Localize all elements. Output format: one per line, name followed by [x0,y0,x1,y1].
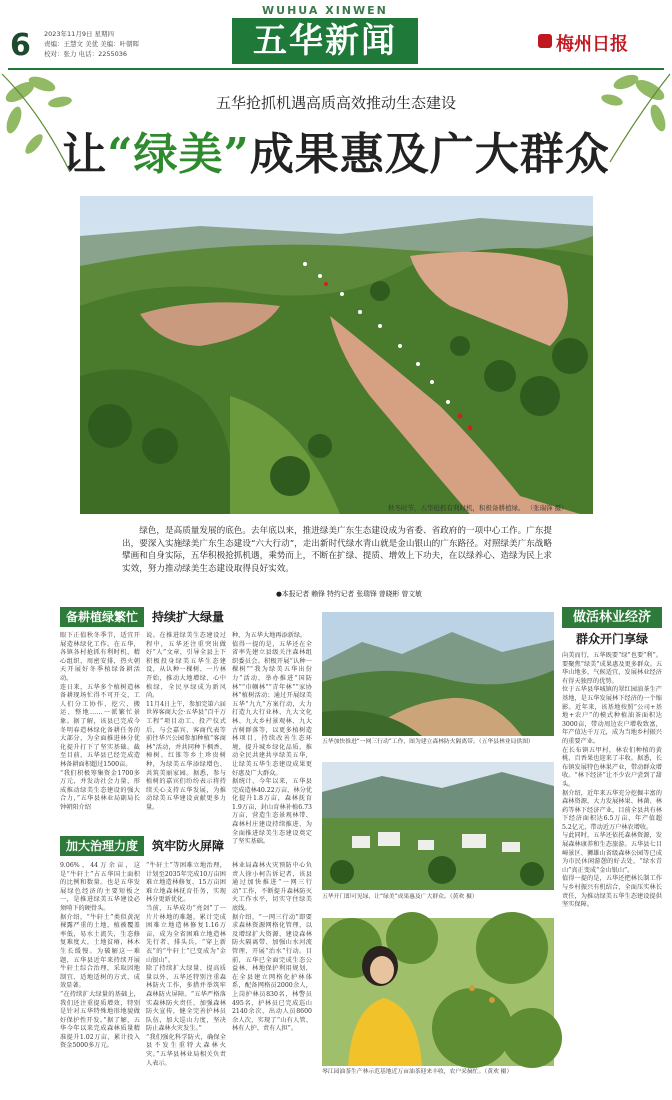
section1-header [60,607,310,627]
section2-title: 筑牢防火屏障 [152,839,225,853]
section2-col1: 9.06%、44万余亩，这是“牛轩土”占五华国土面积的比例和数量。也是五华发展绿色经济的主要短板之一，是推进绿美五华建设必须啃下的硬骨头。 据介绍，“牛轩土”类似黄泥裸露严重的土地，植被覆盖率低，易水土流失，生态修复难度大，土地贫瘠，林木生长缓慢。为破解这一难题，五华县近年来持续开展牛轩土综合治理，采取因地制宜、适地适树的方式，成效显著。 “在持续扩大绿量的基础上，我们还注重提质增效，特别是针对五华特殊地形地貌做好保护性开发。”据了解，五华今年以来完成森林质量精准提升1.02万亩，累计投入资金5000多万元。 [60,862,140,1050]
section3-title: 群众开门享绿 [575,632,648,646]
headline [0,118,672,182]
section1-col2: 说。在推进绿美生态建设过程中，五华还注重突出做好“人”文章，引导全县上下积极投身绿美五华生态建设，从认种一棵树、一片林开始，推动大地增绿、心中植绿，全民享绿成为新风尚。 11月4日上午，参加完第六届世界客商大会·五华县“百千万工程”项目动工、投产仪式后，与会嘉宾、客商代表等前往华兴公园参加种植“客商林”活动，并共同种下枫香、樟树、红锥等乡土珍贵树种，为绿美五华添绿增色、共筑美丽家园。据悉，参与植树的嘉宾们纷纷表示将持续关心支持五华发展，为推动绿美五华建设贡献更多力量。 [146,632,226,811]
newspaper-name: 梅州日报 [556,34,628,55]
section-title-box [232,18,418,64]
section2-col3: 林业局森林火灾预防中心负责人徐小柯告诉记者，该县通过加快推进“一网三行动”工作，不断提升森林防灭火工作水平，切实守住绿美底线。 据介绍，“一网三行动”即要求森林资源网格化管理，以及增绿扩大资源、建设森林防火隔离带、加强山水河流管理、开展“治水”行动。目前，五华已全面完成生态公益林、林地保护利用规划，在全县建立网格化护林体系，配备网格员2000余人，上岗护林员830名，林警员495名，护林员已完成巡山2140余次，出动人员8600余人次，实现了“山有人管、林有人护、责有人担”。 [232,862,312,1033]
section1-col1: 眼下正值秋冬季节，适宜开展造林绿化工作。在五华，各镇各村抢抓有利时机，精心组织，周密安排，热火朝天开展好冬季植绿备耕活动。 连日来，五华多个植树造林备耕现场忙得不可开交，工人们分工协作，挖穴、搬运、整地……一派繁忙景象。据了解，该县已完成今冬明春造林绿化备耕任务的大部分，为全面推进林分优化提升打下了坚实基础。截至目前，五华县已经完成造林备耕面积超过1500亩。 “我们积极筹集资金1700多万元，并发动社会力量，形成推动绿美生态建设的强大合力，”五华县林业局副局长钟朝阳介绍 [60,632,140,811]
photo-village-green [322,762,554,890]
watermark: 梅州日报 [548,1068,609,1086]
main-photo-hillside-planting [80,196,593,514]
section-title: 五华新闻 [253,21,397,61]
section1-tag: 备耕植绿繁忙 [60,607,144,627]
section2-header [60,836,310,856]
byline: ●本报记者 赖锋 特约记者 张瑞锋 曾晓彬 曾文敏 [276,590,422,598]
main-photo-caption: 秋冬时节，五华抢抓有利时机，积极备耕植绿。 （张瑞锋 摄） [388,504,568,512]
photo1-caption: 五华加快推进“一网三行动”工作，图为建立森林防火隔离带。（五华县林业局供图） [322,739,534,745]
headline-highlight: “绿美” [107,129,250,180]
proof-line: 校对：张力 电话：2255036 [44,50,128,58]
section2-col2: “牛轩土”等困难立地治理，计划至2035年完成10万亩困难立地造林修复、15万亩困难立地森林抚育任务，实现林分更新优化。 当前，五华成功“亮剑”了一片片林地的难题，累计完成困难立地造林修复1.16万亩，成为全省困难立地造林先行者、排头兵，“穿上新衣”的“牛轩土”已变成为“金山银山”。 除了持续扩大绿量、提高质量以外，五华还特别注重森林防火工作，多措并举筑牢森林防火屏障。“五华严格落实森林防火责任，加强森林防火宣传，健全完善护林员队伍，加大巡山力度，坚决防止森林火灾发生。” “我们强化科学防火，确保全县不发生重特大森林火灾。”五华县林业局相关负责人表示。 [146,862,226,1067]
intro-paragraph: 绿色，是高质量发展的底色。去年底以来，推进绿美广东生态建设成为省委、省政府的一项中心工作。广东提出，要深入实施绿美广东生态建设“六大行动”，走出新时代绿水青山就是金山银山的广东路径。对照绿美广东战略擘画和自身实际，五华积极抢抓机遇，乘势而上，不断在扩绿、提质、增效上下功夫，在以绿养心、造绿为民上求实效，努力推动绿美生态建设取得良好实效。 [122,526,552,574]
section3-body: 向美而行，五华既要“绿”也要“利”。要聚焦“绿美”成果惠及更多群众。五华山地多，气候适宜，发展林业经济有得天独厚的优势。 位于五华县华城镇的翠红园油茶生产基地，是五华发展林下经济的一个缩影。近年来，该基地按照“公司+基地+农户”的模式种植油茶面积达3000亩，带动周边农户增收致富，年产值达千万元，成为当地乡村振兴的重要产业。 在长布镇五甲村，林农们种植的黄桃、百香果也迎来了丰收。据悉，长布镇发展特色林果产业，带动群众增收。“林下经济”让不少农户尝到了甜头。 据介绍，近年来五华充分挖掘丰富的森林资源，大力发展林果、林菌、林药等林下经济产业，目前全县共有林下经济面积达6.5万亩，年产值超5.2亿元，带动近万户林农增收。 与此同时，五华还依托森林资源，发展森林康养和生态旅游。五华县七目嶂景区、狮雄山省级森林公园等已成为市民休闲游憩的好去处，“绿水青山”真正变成“金山银山”。 值得一提的是，五华还把林长制工作与乡村振兴有机结合，全面压实林长责任，为推动绿美五华生态建设提供坚实保障。 [562,652,662,909]
header-divider [8,68,664,70]
section1-title: 持续扩大绿量 [152,610,225,624]
headline-after: 成果惠及广大群众 [249,129,610,180]
page-number: 6 [10,28,31,63]
photo2-caption: 五华开门即可见绿，让“绿美”成果惠及广大群众。（黄欢 摄） [322,894,478,900]
headline-before: 让 [62,129,108,180]
section2-tag: 加大治理力度 [60,836,144,856]
publish-date: 2023年11月9日 星期四 [44,30,115,38]
section3-tag: 做活林业经济 [562,607,662,628]
section-pinyin: WUHUA XINWEN [262,4,388,17]
subheadline: 五华抢抓机遇高质高效推动生态建设 [215,94,456,112]
photo3-caption: 琴江园油茶生产林示范基地近万亩油茶迎来丰收，农户采摘忙。（黄欢 摄） [322,1069,513,1075]
editor-line: 责编：王慧文 美优 美编：叶朝晖 [44,40,140,48]
page-header [0,0,672,70]
newspaper-logo-icon [538,34,552,48]
section1-col3: 种，为五华大地再添新绿。 值得一提的是，五华还在全省率先建立县级关注森林组织委员会。积极开展“认种一棵树”“我为绿美五华出份力”活动，举办推进“国防林”“巾帼林”“青年林”“家协林”植树活动；通过开展绿美五华“九九”方案行动，大力打造九大行业林、九大文化林、九大乡村景观林、九大古树群落等，以更多植树造林项目，持续改善生态环境，提升城乡绿化品质，推动全民共建共享绿美五华，让绿美五华生态建设成果更好惠及广大群众。 据统计，今年以来，五华县完成造林40.22万亩，林分优化提升1.8万亩，森林抚育1.9万亩，封山育林补植6.73万亩，营造生态景观林带、森林村庄建设持续推进，为全面推进绿美生态建设奠定了坚实基础。 [232,632,312,846]
photo-firebreak-mountains [322,612,554,736]
photo-tea-oil-harvest [322,918,554,1066]
